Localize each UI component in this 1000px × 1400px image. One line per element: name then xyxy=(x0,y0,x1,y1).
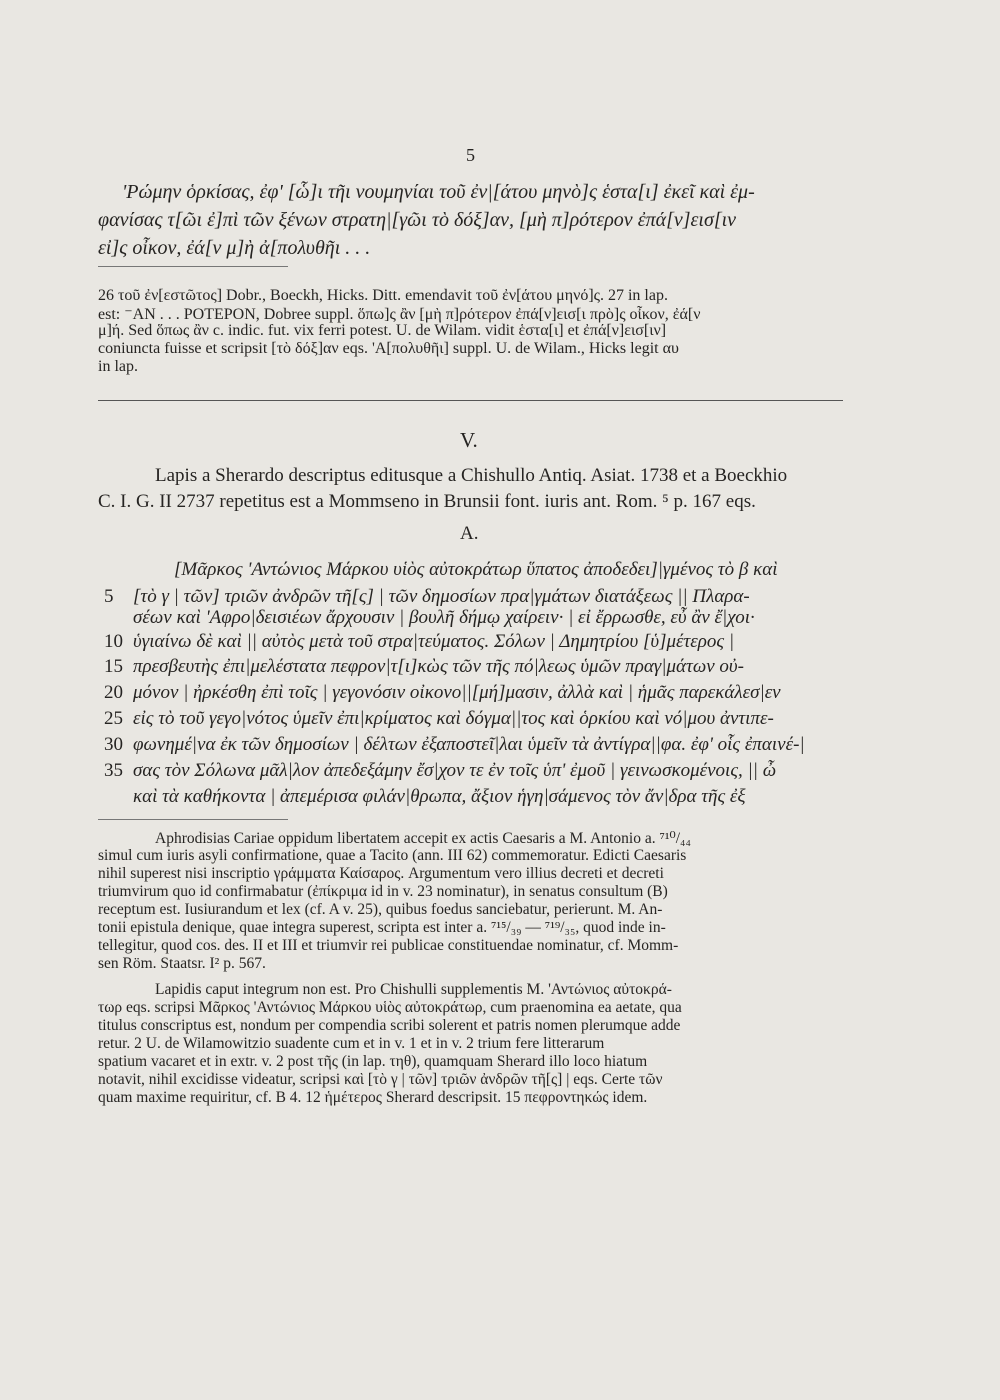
apparatus-line: in lap. xyxy=(98,358,138,375)
footnote-line: nihil superest nisi inscriptio γράμματα Καίσαρος. Argumentum vero illius decreti et decreti xyxy=(98,865,664,882)
line-number: 5 xyxy=(104,586,114,607)
apparatus-line: 26 τοῦ ἐν[εστῶτος] Dobr., Boeckh, Hicks. Ditt. emendavit τοῦ ἐν[άτου μηνό]ς. 27 in lap. xyxy=(98,287,668,304)
footnote-line: τωρ eqs. scripsi Μᾶρκος 'Αντώνιος Μάρκου υἱὸς αὐτοκράτωρ, cum praenomina ea aetate, qua xyxy=(98,999,682,1016)
inscription-line: πρεσβευτὴς ἐπι|μελέστατα πεφρον|τ[ι]κὼς τῶν τῆς πό|λεως ὑμῶν πραγ|μάτων οὐ- xyxy=(133,656,744,677)
footnote-line: sen Röm. Staatsr. I² p. 567. xyxy=(98,955,266,972)
inscription-line: [τὸ γ | τῶν] τριῶν ἀνδρῶν τῆ[ς] | τῶν δημοσίων πρα|γμάτων διατάξεως || Πλαρα- xyxy=(133,586,750,607)
separator-short xyxy=(98,266,288,267)
top-text-line: φανίσας τ[ῶι ἐ]πὶ τῶν ξένων στρατη|[γῶι τὸ δόξ]αν, [μὴ π]ρότερον ἐπά[ν]εισ[ιν xyxy=(98,209,737,231)
footnote-line: quam maxime requiritur, cf. B 4. 12 ἡμέτερος Sherard descripsit. 15 πεφροντηκώς idem. xyxy=(98,1089,648,1106)
inscription-line: καὶ τὰ καθήκοντα | ἀπεμέρισα φιλάν|θρωπα, ἄξιον ἡγη|σάμενος τὸν ἄν|δρα τῆς ἐξ xyxy=(133,786,746,807)
footnote-line: receptum est. Iusiurandum et lex (cf. A v. 25), quibus foedus sanciebatur, perierunt. M. An- xyxy=(98,901,663,918)
inscription-line: σέων καὶ 'Αφρο|δεισιέων ἄρχουσιν | βουλῆ δήμῳ χαίρειν· | εἰ ἔρρωσθε, εὖ ἂν ἔ|χοι· xyxy=(133,607,755,628)
separator-short xyxy=(98,819,288,820)
top-text-line: 'Ρώμην ὁρκίσας, ἐφ' [ὧ]ι τῆι νουμηνίαι τοῦ ἐν|[άτου μηνὸ]ς ἑστα[ι] ἐκεῖ καὶ ἐμ- xyxy=(122,181,755,203)
intro-line: Lapis a Sherardo descriptus editusque a Chishullo Antiq. Asiat. 1738 et a Boeckhio xyxy=(155,465,788,486)
inscription-line: φωνημέ|να ἐκ τῶν δημοσίων | δέλτων ἐξαποστεῖ|λαι ὑμεῖν τὰ ἀντίγρα||φα. ἐφ' οἷς ἐπαινέ-| xyxy=(133,734,805,755)
footnote-line: Lapidis caput integrum non est. Pro Chishulli supplementis Μ. 'Αντώνιος αὐτοκρά- xyxy=(155,981,672,998)
intro-line: C. I. G. II 2737 repetitus est a Mommseno in Brunsii font. iuris ant. Rom. ⁵ p. 167 eqs. xyxy=(98,491,756,512)
section-heading: V. xyxy=(460,428,478,452)
line-number: 35 xyxy=(104,760,123,781)
footnote-line: spatium vacaret et in extr. v. 2 post τῆς (in lap. τηθ), quamquam Sherard illo loco hiatum xyxy=(98,1053,648,1070)
footnote-line: retur. 2 U. de Wilamowitzio suadente cum et in v. 1 et in v. 2 trium fere litterarum xyxy=(98,1035,605,1052)
footnote-line: titulus conscriptus est, nondum per compendia scribi solerent et patris nomen plerumque adde xyxy=(98,1017,681,1034)
footnote-line: Aphrodisias Cariae oppidum libertatem accepit ex actis Caesaris a M. Antonio a. ⁷¹⁰/₄₄ xyxy=(155,830,691,847)
inscription-line: μόνον | ἠρκέσθη ἐπὶ τοῖς | γεγονόσιν οἰκονο||[μή]μασιν, ἀλλὰ καὶ | ἡμᾶς παρεκάλεσ|εν xyxy=(133,682,781,703)
footnote-line: triumvirum quo id confirmabatur (ἐπίκριμα id in v. 23 nominatur), in senatus consultum (B) xyxy=(98,883,668,900)
subheading: A. xyxy=(460,523,479,544)
line-number: 30 xyxy=(104,734,123,755)
line-number: 15 xyxy=(104,656,123,677)
section-divider xyxy=(98,400,843,401)
inscription-line: ὑγιαίνω δὲ καὶ || αὐτὸς μετὰ τοῦ στρα|τεύματος. Σόλων | Δημητρίου [ὑ]μέτερος | xyxy=(133,631,735,652)
inscription-line: εἰς τὸ τοῦ γεγο|νότος ὑμεῖν ἐπι|κρίματος καὶ δόγμα||τος καὶ ὁρκίου καὶ νό|μου ἀντιπε- xyxy=(133,708,774,729)
apparatus-line: coniuncta fuisse et scripsit [τὸ δόξ]αν eqs. 'Α[πολυθῆι] suppl. U. de Wilam., Hicks legit αυ xyxy=(98,340,679,357)
footnote-line: simul cum iuris asyli confirmatione, quae a Tacito (ann. III 62) commemoratur. Edicti Caesaris xyxy=(98,847,687,864)
line-number: 10 xyxy=(104,631,123,652)
footnote-line: notavit, nihil excidisse videatur, scripsi καὶ [τὸ γ | τῶν] τριῶν ἀνδρῶν τῆ[ς] | eqs. Certe τῶν xyxy=(98,1071,663,1088)
inscription-line: [Μᾶρκος 'Αντώνιος Μάρκου υἱὸς αὐτοκράτωρ ὕπατος ἀποδεδει]|γμένος τὸ β καὶ xyxy=(174,559,778,580)
inscription-line: σας τὸν Σόλωνα μᾶλ|λον ἀπεδεξάμην ἔσ|χον τε ἐν τοῖς ὑπ' ἐμοῦ | γεινωσκομένοις, || ὦ xyxy=(133,760,777,781)
footnote-line: tellegitur, quod cos. des. II et III et triumvir rei publicae constituendae nominatur, cf. Momm- xyxy=(98,937,679,954)
line-number: 25 xyxy=(104,708,123,729)
apparatus-line: est: ⁻ΑΝ . . . ΡΟΤΕΡΟΝ, Dobree suppl. ὅπω]ς ἂν [μὴ π]ρότερον ἐπά[ν]εισ[ι πρὸ]ς οἶκον, ἐά[ν xyxy=(98,306,701,323)
apparatus-line: μ]ή. Sed ὅπως ἂν c. indic. fut. vix ferri potest. U. de Wilam. vidit ἑστα[ι] et ἐπά[ν]εισ[ιν] xyxy=(98,322,667,339)
top-text-line: εἰ]ς οἶκον, ἐά[ν μ]ὴ ἀ[πολυθῆι . . . xyxy=(98,237,371,259)
line-number: 20 xyxy=(104,682,123,703)
footnote-line: tonii epistula denique, quae integra superest, scripta est inter a. ⁷¹⁵/₃₉ — ⁷¹⁹/₃₅, quod inde in- xyxy=(98,919,666,936)
page-number: 5 xyxy=(466,145,475,165)
